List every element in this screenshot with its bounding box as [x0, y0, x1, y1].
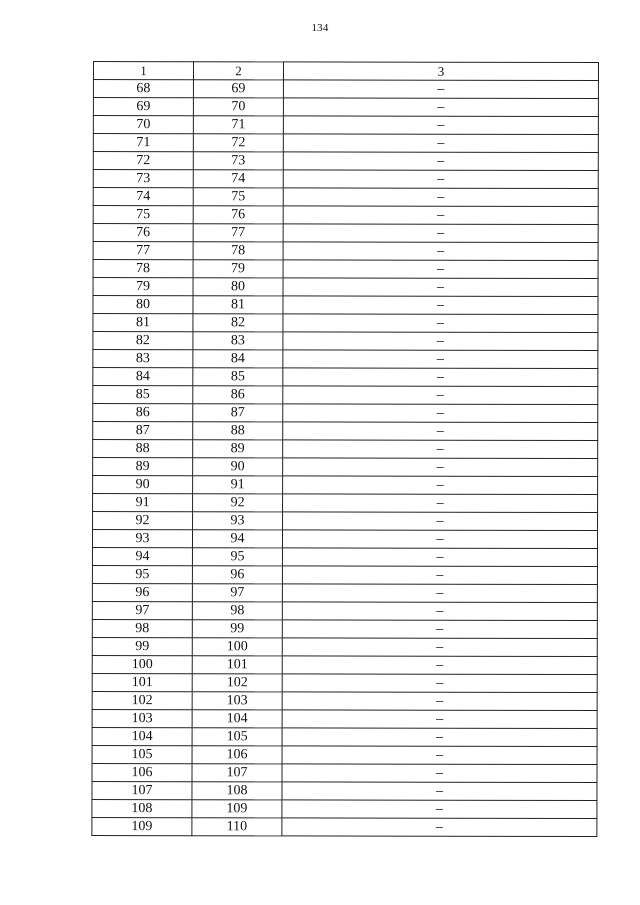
table-cell-col1: 108	[92, 799, 192, 817]
table-row	[93, 152, 598, 171]
table-cell-col3: –	[283, 260, 598, 279]
table-body	[92, 80, 599, 837]
table-cell-col1: 76	[93, 224, 193, 242]
table-cell-col1: 71	[93, 134, 193, 152]
table-row	[93, 386, 598, 405]
table-cell-col3: –	[283, 152, 598, 171]
table-cell-col1: 74	[93, 188, 193, 206]
table-cell-col2: 81	[193, 296, 283, 314]
table-row	[92, 601, 597, 620]
table-cell-col2: 105	[192, 728, 282, 746]
table-cell-col3: –	[282, 548, 597, 567]
table-cell-col3: –	[283, 386, 598, 405]
table-cell-col2: 93	[193, 512, 283, 530]
table-cell-col1: 81	[93, 314, 193, 332]
table-row	[93, 224, 598, 243]
table-cell-col2: 72	[193, 134, 283, 152]
table-cell-col1: 92	[93, 512, 193, 530]
table-cell-col3: –	[282, 710, 597, 729]
table-cell-col1: 105	[92, 745, 192, 763]
table-cell-col1: 103	[92, 709, 192, 727]
table-row	[93, 404, 598, 423]
table-cell-col1: 100	[92, 655, 192, 673]
table-cell-col3: –	[282, 620, 597, 639]
table-cell-col1: 77	[93, 242, 193, 260]
table-cell-col2: 74	[193, 170, 283, 188]
table-cell-col1: 78	[93, 260, 193, 278]
table-cell-col3: –	[283, 116, 598, 135]
table-cell-col3: –	[283, 404, 598, 423]
table-row	[92, 673, 597, 692]
table-row	[93, 494, 598, 513]
table-row	[93, 260, 598, 279]
table-cell-col1: 72	[93, 152, 193, 170]
table-cell-col2: 80	[193, 278, 283, 296]
table-row	[92, 565, 597, 584]
table-cell-col2: 101	[192, 656, 282, 674]
data-table	[91, 61, 599, 837]
table-cell-col3: –	[283, 134, 598, 153]
table-cell-col2: 95	[192, 548, 282, 566]
table-row	[93, 134, 598, 153]
table-cell-col2: 78	[193, 242, 283, 260]
table-row	[92, 745, 597, 764]
table-row	[93, 422, 598, 441]
table-cell-col1: 69	[93, 98, 193, 116]
table-cell-col1: 85	[93, 386, 193, 404]
table-cell-col1: 94	[92, 548, 192, 566]
table-cell-col3: –	[283, 512, 598, 531]
table-row	[93, 296, 598, 315]
table-cell-col2: 71	[193, 116, 283, 134]
table-cell-col3: –	[282, 638, 597, 657]
table-row	[93, 242, 598, 261]
table-cell-col2: 88	[193, 422, 283, 440]
table-header-row	[93, 62, 598, 81]
table-cell-col2: 106	[192, 746, 282, 764]
table-cell-col3: –	[282, 692, 597, 711]
table-cell-col2: 104	[192, 710, 282, 728]
table-row	[92, 763, 597, 782]
table-cell-col1: 80	[93, 296, 193, 314]
table-cell-col2: 84	[193, 350, 283, 368]
table-cell-col2: 69	[193, 80, 283, 98]
table-cell-col1: 107	[92, 781, 192, 799]
table-row	[92, 817, 597, 836]
table-row	[93, 350, 598, 369]
table-cell-col3: –	[283, 422, 598, 441]
table-cell-col3: –	[282, 530, 597, 549]
table-cell-col2: 110	[192, 818, 282, 836]
table-cell-col2: 89	[193, 440, 283, 458]
table-cell-col1: 82	[93, 332, 193, 350]
table-cell-col3: –	[282, 782, 597, 801]
table-cell-col1: 83	[93, 350, 193, 368]
table-cell-col1: 102	[92, 691, 192, 709]
table-row	[93, 368, 598, 387]
table-cell-col3: –	[283, 98, 598, 117]
table-cell-col1: 97	[92, 601, 192, 619]
table-cell-col3: –	[283, 458, 598, 477]
table-row	[93, 188, 598, 207]
table-cell-col3: –	[282, 566, 597, 585]
table-row	[92, 619, 597, 638]
table-cell-col2: 76	[193, 206, 283, 224]
table-cell-col3: –	[282, 800, 597, 819]
table-row	[93, 476, 598, 495]
table-row	[92, 781, 597, 800]
column-header-3: 3	[283, 62, 598, 81]
table-cell-col1: 106	[92, 763, 192, 781]
table-cell-col2: 97	[192, 584, 282, 602]
table-cell-col2: 77	[193, 224, 283, 242]
table-cell-col3: –	[283, 80, 598, 99]
table-row	[92, 637, 597, 656]
table-cell-col3: –	[283, 368, 598, 387]
table-cell-col1: 91	[93, 494, 193, 512]
table-cell-col1: 99	[92, 637, 192, 655]
table-cell-col3: –	[282, 728, 597, 747]
table-cell-col1: 84	[93, 368, 193, 386]
table-cell-col3: –	[282, 764, 597, 783]
table-cell-col1: 96	[92, 583, 192, 601]
table-row	[93, 206, 598, 225]
table-cell-col3: –	[282, 656, 597, 675]
table-cell-col1: 75	[93, 206, 193, 224]
table-cell-col2: 109	[192, 800, 282, 818]
table-cell-col3: –	[282, 584, 597, 603]
table-header	[93, 62, 598, 81]
table-cell-col3: –	[282, 674, 597, 693]
table-cell-col3: –	[283, 242, 598, 261]
table-cell-col3: –	[283, 278, 598, 297]
table-row	[93, 170, 598, 189]
table-cell-col3: –	[283, 440, 598, 459]
table-row	[93, 116, 598, 135]
table-cell-col1: 90	[93, 476, 193, 494]
table-row	[92, 709, 597, 728]
table-row	[92, 727, 597, 746]
table-cell-col2: 70	[193, 98, 283, 116]
table-row	[92, 583, 597, 602]
table-row	[93, 458, 598, 477]
table-cell-col3: –	[283, 188, 598, 207]
table-cell-col1: 98	[92, 619, 192, 637]
table-cell-col2: 103	[192, 692, 282, 710]
table-cell-col2: 102	[192, 674, 282, 692]
table-cell-col2: 86	[193, 386, 283, 404]
table-cell-col2: 91	[193, 476, 283, 494]
table-cell-col2: 98	[192, 602, 282, 620]
table-cell-col2: 83	[193, 332, 283, 350]
table-cell-col3: –	[283, 350, 598, 369]
table-cell-col3: –	[282, 602, 597, 621]
table-cell-col2: 92	[193, 494, 283, 512]
page-number: 134	[311, 22, 329, 34]
table-cell-col1: 104	[92, 727, 192, 745]
table-cell-col2: 108	[192, 782, 282, 800]
table-cell-col3: –	[283, 170, 598, 189]
table-cell-col1: 89	[93, 458, 193, 476]
table-row	[92, 530, 597, 549]
table-row	[93, 98, 598, 117]
table-cell-col2: 99	[192, 620, 282, 638]
table-cell-col3: –	[283, 296, 598, 315]
table-row	[92, 691, 597, 710]
table-cell-col1: 101	[92, 673, 192, 691]
table-cell-col2: 90	[193, 458, 283, 476]
table-row	[92, 799, 597, 818]
table-cell-col3: –	[283, 476, 598, 495]
table-cell-col3: –	[283, 332, 598, 351]
table-cell-col3: –	[283, 224, 598, 243]
table-row	[93, 332, 598, 351]
table-cell-col1: 73	[93, 170, 193, 188]
table-cell-col2: 73	[193, 152, 283, 170]
table-cell-col2: 82	[193, 314, 283, 332]
table-cell-col1: 109	[92, 817, 192, 835]
table-cell-col1: 79	[93, 278, 193, 296]
table-cell-col1: 70	[93, 116, 193, 134]
table-cell-col2: 94	[192, 530, 282, 548]
table-cell-col2: 85	[193, 368, 283, 386]
table-cell-col2: 107	[192, 764, 282, 782]
table-row	[92, 548, 597, 567]
table-row	[93, 314, 598, 333]
table-cell-col3: –	[283, 494, 598, 513]
table-cell-col2: 96	[192, 566, 282, 584]
table-cell-col1: 95	[92, 565, 192, 583]
table-row	[93, 278, 598, 297]
column-header-1: 1	[93, 62, 193, 80]
column-header-2: 2	[193, 62, 283, 80]
table-cell-col1: 88	[93, 440, 193, 458]
table-cell-col3: –	[282, 818, 597, 837]
table-cell-col1: 68	[93, 80, 193, 98]
table-cell-col1: 87	[93, 422, 193, 440]
table-row	[93, 440, 598, 459]
table-cell-col2: 79	[193, 260, 283, 278]
table-cell-col2: 75	[193, 188, 283, 206]
table-cell-col3: –	[283, 206, 598, 225]
table-cell-col3: –	[283, 314, 598, 333]
table-row	[92, 655, 597, 674]
table-cell-col1: 86	[93, 404, 193, 422]
table-cell-col1: 93	[92, 530, 192, 548]
table-cell-col2: 87	[193, 404, 283, 422]
table-cell-col3: –	[282, 746, 597, 765]
table-cell-col2: 100	[192, 638, 282, 656]
table-row	[93, 512, 598, 531]
table-row	[93, 80, 598, 99]
